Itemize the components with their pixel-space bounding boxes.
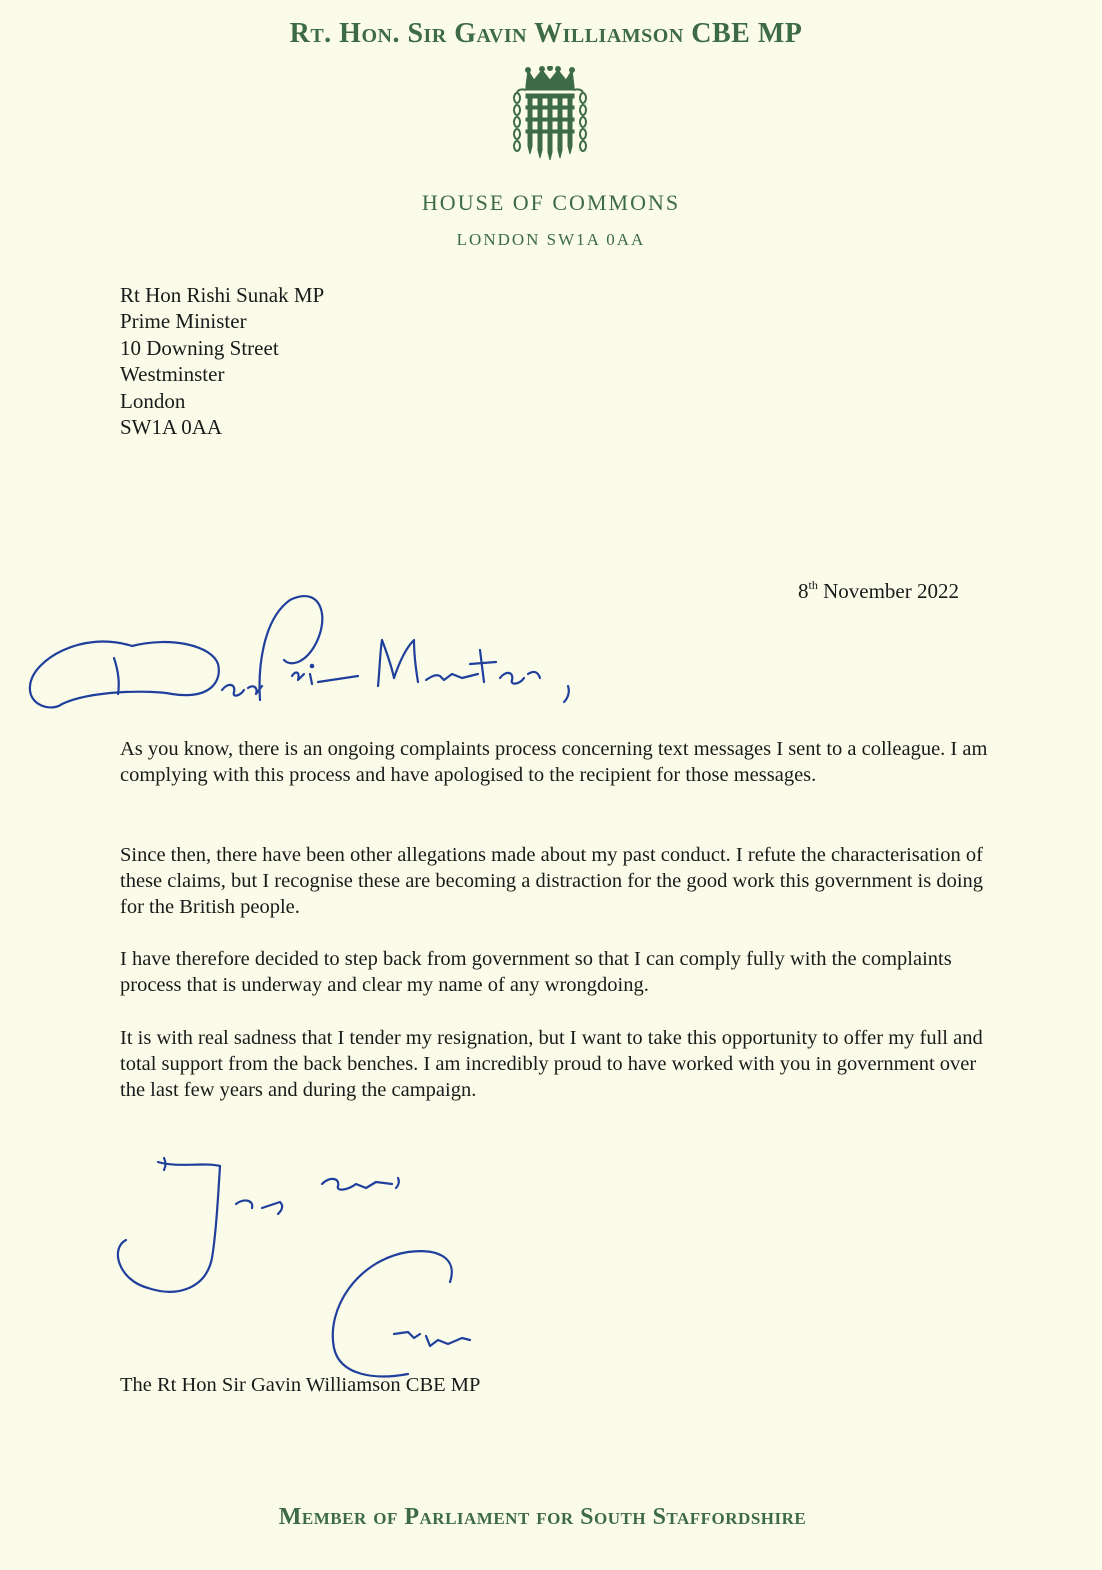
body-paragraph: I have therefore decided to step back from government so that I can comply fully with the complaints process that is underway and clear my name of any wrongdoing. — [120, 948, 952, 996]
recipient-line: Prime Minister — [120, 309, 247, 334]
recipient-address — [120, 282, 324, 440]
date-month-year: November 2022 — [817, 579, 959, 603]
body-paragraph: As you know, there is an ongoing complaints process concerning text messages I sent to a colleague. I am complying with this process and have apologised to the recipient for those messages. — [120, 738, 988, 786]
handwritten-signature — [108, 1148, 488, 1388]
letterhead-name: Rt. Hon. Sir Gavin Williamson CBE MP — [289, 18, 803, 49]
recipient-line: Westminster — [120, 362, 225, 387]
date-suffix: th — [808, 578, 818, 592]
recipient-line: SW1A 0AA — [120, 415, 223, 440]
handwritten-salutation — [22, 590, 582, 720]
recipient-line: 10 Downing Street — [120, 335, 279, 360]
recipient-line: Rt Hon Rishi Sunak MP — [120, 283, 325, 307]
footer-constituency: Member of Parliament for South Staffordshire — [278, 1504, 807, 1530]
letterhead-address: LONDON SW1A 0AA — [456, 230, 646, 249]
signatory-name: The Rt Hon Sir Gavin Williamson CBE MP — [120, 1374, 481, 1396]
body-paragraph: It is with real sadness that I tender my resignation, but I want to take this opportunity to offer my full and total support from the back benches. I am incredibly proud to have worked with you in government over the last few years and during the campaign. — [120, 1027, 983, 1101]
body-paragraph: Since then, there have been other allegations made about my past conduct. I refute the characterisation of these claims, but I recognise these are becoming a distraction for the good work this government is doing for the British people. — [120, 844, 984, 918]
house-of-commons: HOUSE OF COMMONS — [421, 190, 681, 215]
letter-date — [798, 578, 959, 604]
portcullis-icon — [508, 66, 592, 162]
date-day: 8 — [798, 579, 809, 603]
recipient-line: London — [120, 388, 186, 413]
